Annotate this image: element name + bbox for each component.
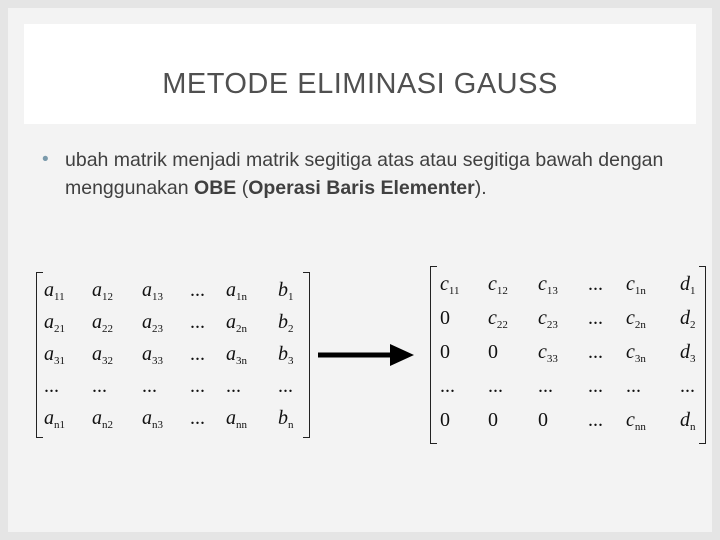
matrix-cell: $a_{1n}$ xyxy=(226,279,247,303)
left-bracket xyxy=(36,272,43,438)
matrix-cell: ... xyxy=(278,375,293,397)
bullet-item xyxy=(42,146,682,202)
matrix-cell: $b_3$ xyxy=(278,343,294,367)
matrix-cell: $a_{11}$ xyxy=(44,279,65,303)
matrix-cell: 0 xyxy=(538,409,548,431)
matrix-cell: ... xyxy=(142,375,157,397)
matrix-augmented-original xyxy=(36,272,310,438)
right-bracket xyxy=(699,266,706,444)
bullet-bold-operasi: Operasi Baris Elementer xyxy=(248,177,475,199)
matrix-cell: $a_{33}$ xyxy=(142,343,163,367)
matrix-cell: ... xyxy=(190,343,205,365)
matrix-cell: $a_{n1}$ xyxy=(44,407,65,431)
matrix-cell: $c_{33}$ xyxy=(538,341,558,365)
bullet-icon: • xyxy=(42,149,49,170)
matrix-cell: $d_1$ xyxy=(680,273,696,297)
matrix-cell: 0 xyxy=(440,409,450,431)
bullet-text-part3: ). xyxy=(474,177,487,199)
matrix-cell: 0 xyxy=(488,409,498,431)
matrix-cell: ... xyxy=(190,407,205,429)
matrix-cell: ... xyxy=(588,375,603,397)
matrix-cell: $d_n$ xyxy=(680,409,696,433)
matrix-cell: ... xyxy=(588,409,603,431)
matrix-cell: $d_3$ xyxy=(680,341,696,365)
matrix-cell: ... xyxy=(626,375,641,397)
matrix-cell: $a_{2n}$ xyxy=(226,311,247,335)
matrix-cell: 0 xyxy=(488,341,498,363)
matrix-cell: ... xyxy=(488,375,503,397)
matrix-cell: ... xyxy=(680,375,695,397)
matrix-cell: $a_{21}$ xyxy=(44,311,65,335)
matrix-cell: ... xyxy=(92,375,107,397)
matrix-cell: $b_2$ xyxy=(278,311,294,335)
matrix-cell: ... xyxy=(588,341,603,363)
matrix-cell: ... xyxy=(588,273,603,295)
right-bracket xyxy=(303,272,310,438)
matrix-cell: $a_{12}$ xyxy=(92,279,113,303)
matrix-cell: ... xyxy=(44,375,59,397)
matrix-cell: $d_2$ xyxy=(680,307,696,331)
matrix-cell: ... xyxy=(440,375,455,397)
matrix-augmented-triangular xyxy=(430,266,706,444)
matrix-cell: $a_{32}$ xyxy=(92,343,113,367)
arrow-right-icon xyxy=(318,344,414,366)
matrix-cell: ... xyxy=(226,375,241,397)
left-bracket xyxy=(430,266,437,444)
matrix-cell: ... xyxy=(588,307,603,329)
matrix-cell: $a_{22}$ xyxy=(92,311,113,335)
bullet-text-part1: ubah matrik menjadi matrik segitiga atas atau segitiga bawah dengan menggunakan xyxy=(65,149,664,199)
matrix-cell: $c_{2n}$ xyxy=(626,307,646,331)
matrix-cell: $b_n$ xyxy=(278,407,294,431)
matrix-cell: $c_{13}$ xyxy=(538,273,558,297)
matrix-cell: ... xyxy=(190,279,205,301)
matrix-cell: $c_{23}$ xyxy=(538,307,558,331)
matrix-cell: ... xyxy=(190,375,205,397)
matrix-cell: ... xyxy=(190,311,205,333)
matrix-cell: $a_{nn}$ xyxy=(226,407,247,431)
bullet-text xyxy=(65,146,682,202)
matrix-cell: $b_1$ xyxy=(278,279,294,303)
bullet-text-part2: ( xyxy=(236,177,249,199)
title-box xyxy=(24,24,696,124)
matrix-cell: $c_{22}$ xyxy=(488,307,508,331)
matrix-cell: $a_{n3}$ xyxy=(142,407,163,431)
matrix-cell: $c_{nn}$ xyxy=(626,409,646,433)
matrix-cell: 0 xyxy=(440,341,450,363)
matrix-cell: $a_{n2}$ xyxy=(92,407,113,431)
matrix-cell: $c_{11}$ xyxy=(440,273,460,297)
matrix-cell: $c_{12}$ xyxy=(488,273,508,297)
matrix-cell: $a_{23}$ xyxy=(142,311,163,335)
bullet-bold-obe: OBE xyxy=(194,177,237,199)
matrix-cell: $a_{3n}$ xyxy=(226,343,247,367)
matrix-cell: ... xyxy=(538,375,553,397)
matrix-cell: $a_{31}$ xyxy=(44,343,65,367)
slide-title: METODE ELIMINASI GAUSS xyxy=(162,68,558,100)
matrix-cell: $c_{1n}$ xyxy=(626,273,646,297)
matrix-cell: 0 xyxy=(440,307,450,329)
matrix-cell: $a_{13}$ xyxy=(142,279,163,303)
matrix-cell: $c_{3n}$ xyxy=(626,341,646,365)
